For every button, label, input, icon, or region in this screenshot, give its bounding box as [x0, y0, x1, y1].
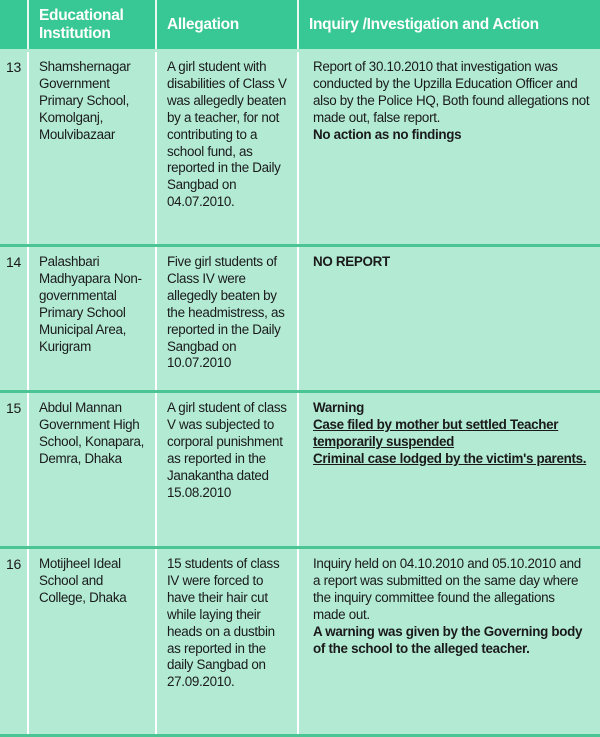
table-row	[0, 247, 600, 393]
action-outcome: Warning	[313, 400, 364, 415]
institution-cell: Palashbari Madhyapara Non-governmental Primary School Municipal Area, Kurigram	[27, 247, 155, 390]
institution-cell: Motijheel Ideal School and College, Dhaka	[27, 549, 155, 734]
row-number: 13	[6, 59, 21, 75]
table-header	[0, 0, 600, 52]
institution-cell: Shamshernagar Government Primary School, Komolganj, Moulvibazaar	[27, 52, 155, 244]
header-number	[0, 0, 27, 49]
table-row	[0, 52, 600, 247]
action-cell	[297, 549, 600, 734]
action-criminal-note: Criminal case lodged by the victim's parents.	[313, 450, 587, 466]
table-row	[0, 393, 600, 549]
action-outcome: A warning was given by the Governing body of the school to the alleged teacher.	[313, 623, 583, 656]
action-cell	[297, 247, 600, 390]
action-text: Inquiry held on 04.10.2010 and 05.10.2010 and a report was submitted on the same day where the inquiry committee found the allegations made out.	[313, 556, 581, 622]
row-number: 14	[6, 254, 21, 270]
row-number: 16	[6, 556, 21, 572]
header-institution: Educational Institution	[27, 0, 155, 49]
action-text: Report of 30.10.2010 that investigation was conducted by the Upzilla Education Officer and also by the Police HQ, Both found allegations not made out, false report.	[313, 59, 590, 125]
institution-cell: Abdul Mannan Government High School, Konapara, Demra, Dhaka	[27, 393, 155, 546]
allegation-cell: 15 students of class IV were forced to have their hair cut while laying their heads on a dustbin as reported in the daily Sangbad on 27.09.2010.	[155, 549, 297, 734]
header-allegation: Allegation	[155, 0, 297, 49]
header-action: Inquiry /Investigation and Action	[297, 0, 600, 49]
allegation-cell: A girl student of class V was subjected to corporal punishment as reported in the Janakantha dated 15.08.2010	[155, 393, 297, 546]
action-cell	[297, 52, 600, 244]
allegation-cell: A girl student with disabilities of Class V was allegedly beaten by a teacher, for not contributing to a school fund, as reported in the Daily Sangbad on 04.07.2010.	[155, 52, 297, 244]
action-outcome: No action as no findings	[313, 126, 462, 142]
row-number: 15	[6, 400, 21, 416]
action-outcome: NO REPORT	[313, 254, 390, 269]
allegation-cell: Five girl students of Class IV were allegedly beaten by the headmistress, as reported in the Daily Sangbad on 10.07.2010	[155, 247, 297, 390]
action-cell	[297, 393, 600, 546]
table-row	[0, 549, 600, 737]
action-case-note: Case filed by mother but settled Teacher temporarily suspended	[313, 416, 559, 449]
